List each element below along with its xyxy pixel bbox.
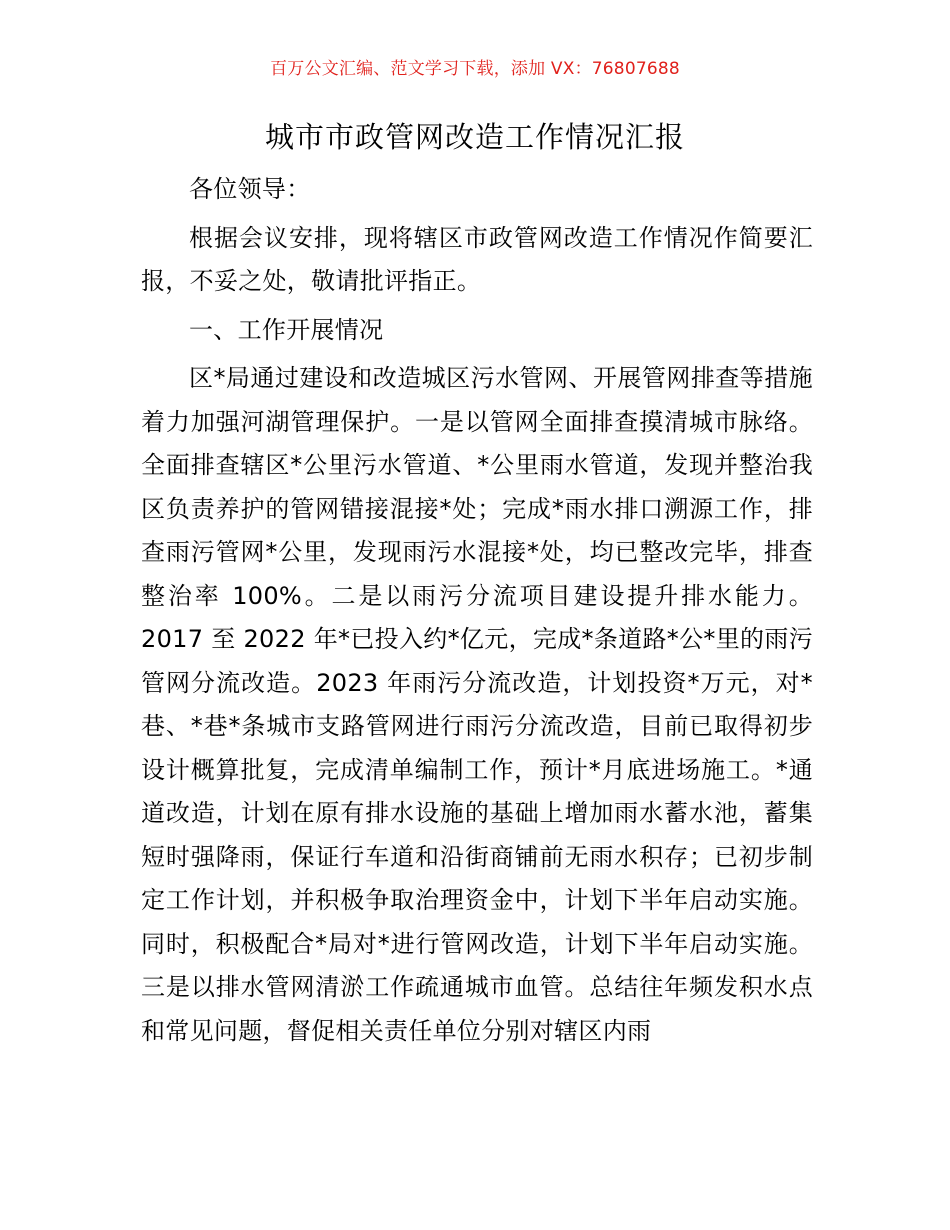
document-title: 城市市政管网改造工作情况汇报 [264,120,685,154]
paragraph-main: 区*局通过建设和改造城区污水管网、开展管网排查等措施着力加强河湖管理保护。一是以管网全面排查摸清城市脉络。全面排查辖区*公里污水管道、*公里雨水管道，发现并整治我区负责养护的管网错接混接*处；完成*雨水排口溯源工作，排查雨污管网*公里，发现雨污水混接*处，均已整改完毕，排查整治率 100%。二是以雨污分流项目建设提升排水能力。2017 至 2022 年*已投入约*亿元，完成*条道路*公*里的雨污管网分流改造。2023 年雨污分流改造，计划投资*万元，对*巷、*巷*条城市支路管网进行雨污分流改造，目前已取得初步设计概算批复，完成清单编制工作，预计*月底进场施工。*通道改造，计划在原有排水设施的基础上增加雨水蓄水池，蓄集短时强降雨，保证行车道和沿街商铺前无雨水积存；已初步制定工作计划，并积极争取治理资金中，计划下半年启动实施。同时，积极配合*局对*进行管网改造，计划下半年启动实施。三是以排水管网清淤工作疏通城市血管。总结往年频发积水点和常见问题，督促相关责任单位分别对辖区内雨 [141,364,813,1045]
salutation: 各位领导： [189,175,311,203]
document-body [141,168,813,1058]
section-heading: 一、工作开展情况 [189,315,384,344]
watermark-header-note: 百万公文汇编、范文学习下载，添加 VX：76807688 [270,59,680,79]
paragraph-intro: 根据会议安排，现将辖区市政管网改造工作情况作简要汇报，不妥之处，敬请批评指正。 [141,223,813,295]
